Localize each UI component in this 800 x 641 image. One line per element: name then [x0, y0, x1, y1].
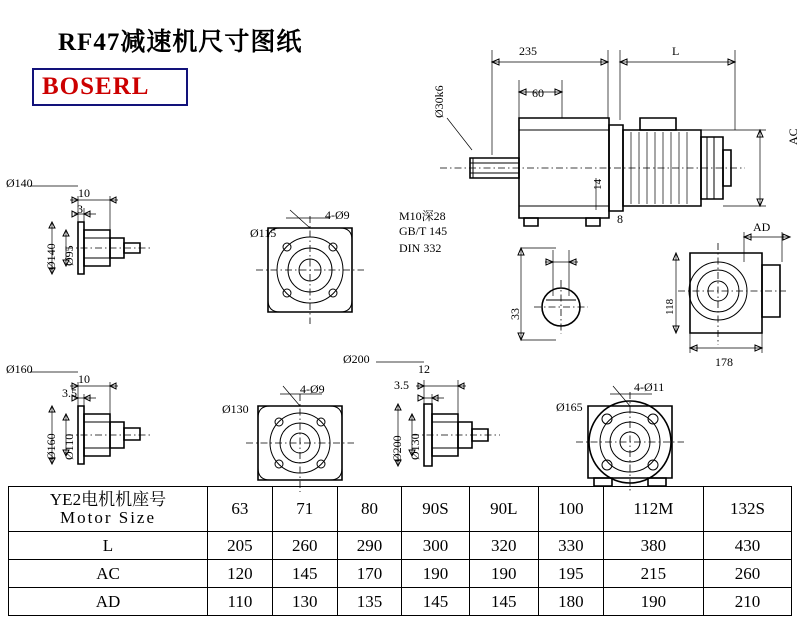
dim-AC: AC — [786, 128, 800, 145]
table-header-row — [9, 487, 792, 532]
flange-115-dia-top: Ø115 — [250, 226, 277, 240]
table-cell: 145 — [469, 588, 538, 616]
flange-165-holes: 4-Ø11 — [634, 380, 665, 394]
dim-AD: AD — [753, 220, 771, 234]
table-cell: 170 — [337, 560, 402, 588]
table-cell: 260 — [272, 532, 337, 560]
flange-200-dia-v1: Ø200 — [390, 435, 404, 462]
dim-178: 178 — [715, 355, 733, 369]
flange-140-dim-10: 10 — [78, 186, 90, 200]
table-row — [9, 560, 792, 588]
table-cell: 320 — [469, 532, 538, 560]
table-cell: 135 — [337, 588, 402, 616]
table-col-header: 90S — [402, 487, 469, 532]
table-col-header: 132S — [704, 487, 792, 532]
page-title: RF47减速机尺寸图纸 — [58, 29, 303, 56]
table-cell: 380 — [603, 532, 703, 560]
flange-160-dia-v1: Ø160 — [44, 433, 58, 460]
flange-165-dia-top: Ø165 — [556, 400, 583, 414]
table-cell: 300 — [402, 532, 469, 560]
flange-160-dim-10: 10 — [78, 372, 90, 386]
dim-33: 33 — [508, 308, 522, 320]
motor-size-table — [8, 486, 792, 616]
flange-130-holes: 4-Ø9 — [300, 382, 325, 396]
table-cell: 195 — [538, 560, 603, 588]
dim-118: 118 — [664, 298, 676, 315]
dim-60: 60 — [532, 86, 544, 100]
table-cell: 290 — [337, 532, 402, 560]
table-cell: 190 — [402, 560, 469, 588]
flange-200-dia-v2: Ø130 — [408, 433, 422, 460]
table-cell: 260 — [704, 560, 792, 588]
table-col-header: 63 — [208, 487, 273, 532]
table-cell: 130 — [272, 588, 337, 616]
logo-text: BOSERL — [42, 73, 150, 100]
dim-235: 235 — [519, 44, 537, 58]
dim-key-14: 14 — [592, 179, 604, 190]
table-row-label: AD — [9, 588, 208, 616]
table-col-header: 80 — [337, 487, 402, 532]
table-header-line2: Motor Size — [59, 508, 157, 527]
table-cell: 180 — [538, 588, 603, 616]
table-cell: 430 — [704, 532, 792, 560]
flange-140-dia-v1: Ø140 — [44, 243, 58, 270]
table-col-header: 112M — [603, 487, 703, 532]
flange-200-dim-12: 12 — [418, 362, 430, 376]
table-cell: 120 — [208, 560, 273, 588]
flange-115-holes: 4-Ø9 — [325, 208, 350, 222]
table-cell: 215 — [603, 560, 703, 588]
flange-160-dia-top: Ø160 — [6, 362, 33, 376]
table-cell: 330 — [538, 532, 603, 560]
flange-130-dia-top: Ø130 — [222, 402, 249, 416]
table-col-header: 100 — [538, 487, 603, 532]
thread-note-line1: M10深28 — [399, 209, 446, 223]
dim-8: 8 — [617, 212, 623, 226]
flange-160-dia-v2: Ø110 — [62, 433, 76, 460]
table-row — [9, 588, 792, 616]
dim-L: L — [672, 44, 680, 58]
table-cell: 110 — [208, 588, 273, 616]
flange-140-dia-top: Ø140 — [6, 176, 33, 190]
table-cell: 210 — [704, 588, 792, 616]
flange-160-dim-35: 3.5 — [62, 386, 77, 400]
table-row — [9, 532, 792, 560]
table-cell: 205 — [208, 532, 273, 560]
table-header-line1: YE2电机机座号 — [49, 490, 167, 510]
table-header-cell — [9, 487, 208, 532]
table-row-label: L — [9, 532, 208, 560]
table-col-header: 71 — [272, 487, 337, 532]
table-col-header: 90L — [469, 487, 538, 532]
table-cell: 190 — [469, 560, 538, 588]
flange-200-dia-top: Ø200 — [343, 352, 370, 366]
flange-140-dia-v2: Ø95 — [62, 245, 76, 266]
flange-200-dim-35: 3.5 — [394, 378, 409, 392]
flange-140-dim-3: 3 — [77, 202, 83, 216]
table-cell: 145 — [402, 588, 469, 616]
table-cell: 145 — [272, 560, 337, 588]
thread-note-line2: GB/T 145 — [399, 224, 448, 238]
thread-note-line3: DIN 332 — [399, 241, 442, 255]
table-row-label: AC — [9, 560, 208, 588]
dim-shaft-dia: Ø30k6 — [432, 85, 446, 118]
table-cell: 190 — [603, 588, 703, 616]
